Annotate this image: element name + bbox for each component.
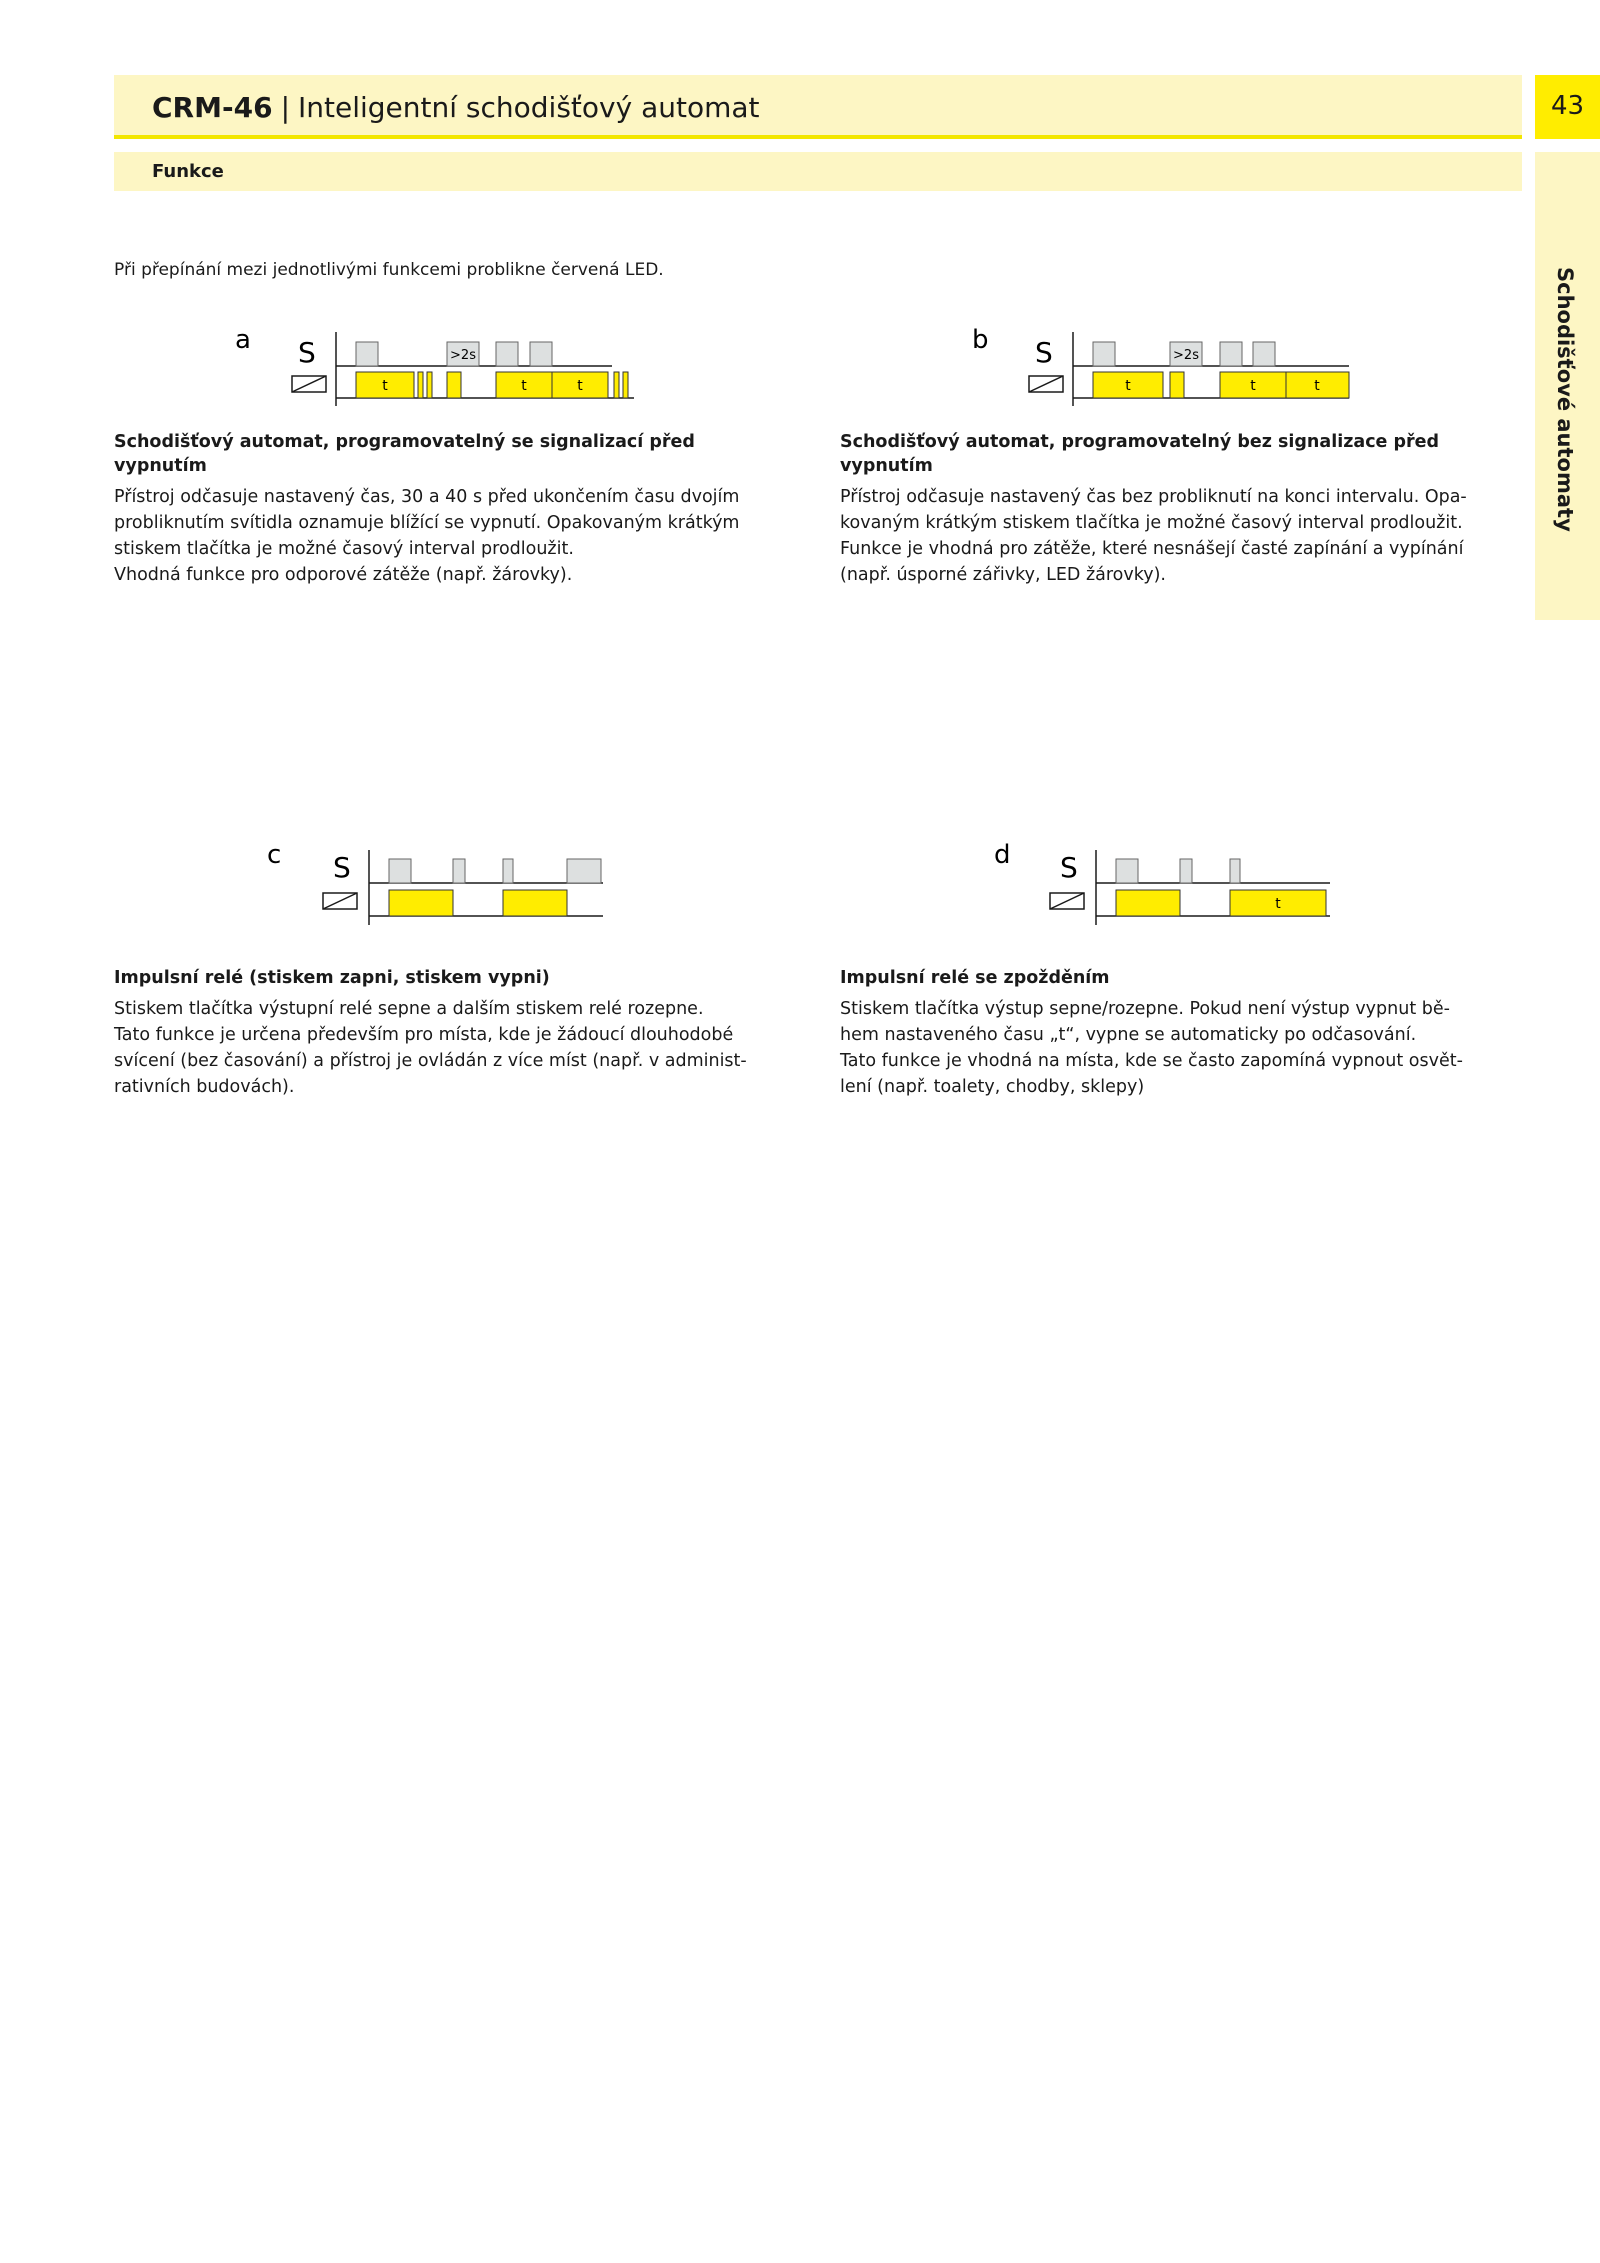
function-block-d bbox=[840, 966, 1506, 1100]
period-label: t bbox=[577, 378, 583, 394]
diagram-letter: d bbox=[994, 840, 1011, 870]
description-line: Funkce je vhodná pro zátěže, které nesnášejí časté zapínání a vypínání bbox=[840, 539, 1464, 559]
hold-label: >2s bbox=[450, 348, 476, 363]
period-label: t bbox=[1250, 378, 1256, 394]
function-title: Schodišťový automat, programovatelný se signalizací před vypnutím bbox=[114, 432, 695, 476]
switch-pulse bbox=[1116, 859, 1138, 883]
warning-blink bbox=[427, 372, 432, 398]
warning-blink bbox=[623, 372, 628, 398]
switch-pulse bbox=[1220, 342, 1242, 366]
description-line: hem nastaveného času „t“, vypne se automaticky po odčasování. bbox=[840, 1025, 1417, 1045]
output-pulse bbox=[503, 890, 567, 916]
title-separator: | bbox=[280, 91, 290, 124]
warning-blink bbox=[418, 372, 423, 398]
timing-diagram-d bbox=[992, 835, 1452, 945]
description-line: rativních budovách). bbox=[114, 1077, 295, 1097]
switch-label: S bbox=[1035, 336, 1053, 369]
relay-symbol bbox=[323, 893, 357, 909]
period-label: t bbox=[382, 378, 388, 394]
switch-pulse bbox=[356, 342, 378, 366]
function-block-c bbox=[114, 966, 780, 1100]
function-description bbox=[840, 484, 1506, 588]
output-pulse bbox=[447, 372, 461, 398]
switch-pulse bbox=[1230, 859, 1240, 883]
diagram-letter: c bbox=[267, 840, 282, 870]
description-line: kovaným krátkým stiskem tlačítka je možné časový interval prodloužit. bbox=[840, 513, 1463, 533]
switch-label: S bbox=[333, 851, 351, 884]
switch-pulse bbox=[496, 342, 518, 366]
description-line: Tato funkce je určena především pro místa, kde je žádoucí dlouhodobé bbox=[114, 1025, 734, 1045]
description-line: Přístroj odčasuje nastavený čas bez probliknutí na konci intervalu. Opa- bbox=[840, 487, 1467, 507]
switch-pulse bbox=[1093, 342, 1115, 366]
warning-blink bbox=[614, 372, 619, 398]
switch-pulse bbox=[389, 859, 411, 883]
model-name: CRM-46 bbox=[152, 91, 273, 124]
period-label: t bbox=[1125, 378, 1131, 394]
switch-pulse bbox=[567, 859, 601, 883]
side-tab-label: Schodišťové automaty bbox=[1553, 267, 1577, 532]
function-block-b bbox=[840, 430, 1506, 588]
product-title: Inteligentní schodišťový automat bbox=[298, 91, 760, 124]
description-line: Stiskem tlačítka výstupní relé sepne a dalším stiskem relé rozepne. bbox=[114, 999, 704, 1019]
intro-text: Při přepínání mezi jednotlivými funkcemi problikne červená LED. bbox=[114, 260, 664, 280]
period-label: t bbox=[1314, 378, 1320, 394]
period-label: t bbox=[521, 378, 527, 394]
document-title bbox=[152, 91, 760, 124]
switch-label: S bbox=[298, 336, 316, 369]
function-description bbox=[114, 484, 780, 588]
page-number-tab bbox=[1535, 75, 1600, 139]
diagram-letter: b bbox=[972, 325, 989, 355]
switch-label: S bbox=[1060, 851, 1078, 884]
header-bar bbox=[114, 75, 1522, 139]
switch-pulse bbox=[1180, 859, 1192, 883]
timing-diagram-b bbox=[967, 320, 1427, 430]
relay-symbol bbox=[1029, 376, 1063, 392]
description-line: Přístroj odčasuje nastavený čas, 30 a 40 s před ukončením času dvojím bbox=[114, 487, 740, 507]
description-line: Stiskem tlačítka výstup sepne/rozepne. Pokud není výstup vypnut bě- bbox=[840, 999, 1450, 1019]
relay-symbol bbox=[292, 376, 326, 392]
page-number: 43 bbox=[1550, 91, 1585, 121]
timing-diagram-c bbox=[265, 835, 725, 945]
switch-pulse bbox=[453, 859, 465, 883]
output-pulse bbox=[389, 890, 453, 916]
timing-diagram-a bbox=[230, 320, 690, 430]
output-pulse bbox=[1116, 890, 1180, 916]
function-title: Schodišťový automat, programovatelný bez signalizace před vypnutím bbox=[840, 432, 1440, 476]
description-line: Tato funkce je vhodná na místa, kde se často zapomíná vypnout osvět- bbox=[840, 1051, 1463, 1071]
description-line: (např. úsporné zářivky, LED žárovky). bbox=[840, 565, 1166, 585]
description-line: lení (např. toalety, chodby, sklepy) bbox=[840, 1077, 1145, 1097]
description-line: Vhodná funkce pro odporové zátěže (např. žárovky). bbox=[114, 565, 573, 585]
switch-pulse bbox=[530, 342, 552, 366]
relay-symbol bbox=[1050, 893, 1084, 909]
hold-label: >2s bbox=[1173, 348, 1199, 363]
function-description bbox=[114, 996, 780, 1100]
description-line: stiskem tlačítka je možné časový interval prodloužit. bbox=[114, 539, 574, 559]
switch-pulse bbox=[1253, 342, 1275, 366]
function-block-a bbox=[114, 430, 780, 588]
section-title: Funkce bbox=[152, 161, 224, 182]
section-bar bbox=[114, 152, 1522, 191]
switch-pulse bbox=[503, 859, 513, 883]
function-title: Impulsní relé se zpožděním bbox=[840, 968, 1110, 988]
description-line: probliknutím svítidla oznamuje blížící se vypnutí. Opakovaným krátkým bbox=[114, 513, 740, 533]
output-pulse bbox=[1170, 372, 1184, 398]
description-line: svícení (bez časování) a přístroj je ovládán z více míst (např. v administ- bbox=[114, 1051, 747, 1071]
function-title: Impulsní relé (stiskem zapni, stiskem vypni) bbox=[114, 968, 550, 988]
side-tab bbox=[1535, 152, 1600, 620]
diagram-letter: a bbox=[235, 325, 251, 355]
period-label: t bbox=[1275, 896, 1281, 912]
function-description bbox=[840, 996, 1506, 1100]
